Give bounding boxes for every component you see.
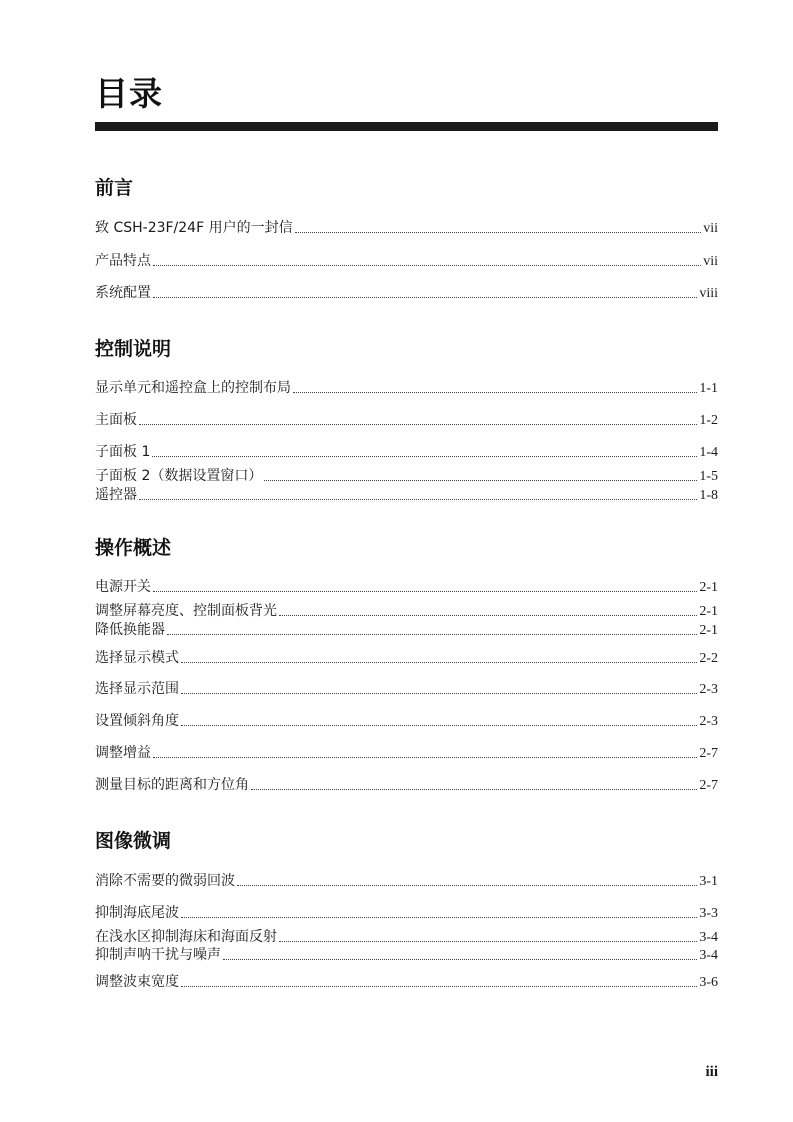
section-heading: 操作概述 [95, 537, 172, 559]
toc-entry-label: 调整增益 [95, 745, 151, 761]
toc-entry-page: 1-8 [699, 488, 718, 503]
dot-leader [251, 788, 697, 790]
toc-entry-page: 2-1 [699, 623, 718, 638]
toc-entry[interactable] [95, 601, 718, 621]
toc-entry-page: 2-1 [699, 580, 718, 595]
toc-entry-label: 选择显示模式 [95, 650, 179, 666]
page-number: iii [705, 1064, 718, 1080]
toc-section-preface [95, 176, 718, 200]
toc-entry[interactable] [95, 972, 718, 992]
section-heading: 图像微调 [95, 830, 172, 852]
dot-leader [139, 423, 697, 425]
toc-entry[interactable] [95, 378, 718, 398]
toc-entry-page: vii [703, 254, 718, 269]
toc-entry[interactable] [95, 775, 718, 795]
toc-entry[interactable] [95, 903, 718, 923]
section-heading: 控制说明 [95, 338, 172, 360]
toc-entry[interactable] [95, 945, 718, 965]
toc-entry-page: 3-3 [699, 906, 718, 921]
dot-leader [139, 498, 697, 500]
toc-entry-label: 调整屏幕亮度、控制面板背光 [95, 603, 277, 619]
toc-entry[interactable] [95, 679, 718, 699]
toc-entry-page: 2-2 [699, 651, 718, 666]
dot-leader [181, 916, 697, 918]
toc-entry-page: 1-4 [699, 445, 718, 460]
toc-entry[interactable] [95, 410, 718, 430]
dot-leader [279, 940, 697, 942]
toc-entry-label: 在浅水区抑制海床和海面反射 [95, 929, 277, 945]
dot-leader [153, 296, 697, 298]
toc-entry[interactable] [95, 711, 718, 731]
dot-leader [181, 692, 697, 694]
section-heading: 前言 [95, 177, 134, 199]
toc-entry-page: 2-3 [699, 714, 718, 729]
toc-entry[interactable] [95, 743, 718, 763]
dot-leader [153, 590, 697, 592]
toc-entry-label: 主面板 [95, 412, 137, 428]
toc-entry-page: 1-2 [699, 413, 718, 428]
toc-entry-page: 2-7 [699, 746, 718, 761]
toc-entry-page: 2-3 [699, 682, 718, 697]
toc-entry-page: 1-1 [699, 381, 718, 396]
toc-entry[interactable] [95, 251, 718, 271]
page-title: 目录 [95, 74, 163, 113]
dot-leader [237, 884, 697, 886]
toc-entry[interactable] [95, 485, 718, 505]
toc-entry[interactable] [95, 871, 718, 891]
toc-entry-label: 抑制海底尾波 [95, 905, 179, 921]
title-rule [95, 122, 718, 131]
toc-entry[interactable] [95, 620, 718, 640]
toc-entry[interactable] [95, 466, 718, 486]
toc-section-operation [95, 536, 718, 560]
dot-leader [293, 391, 697, 393]
dot-leader [181, 724, 697, 726]
toc-entry-page: 2-1 [699, 604, 718, 619]
toc-entry-label: 电源开关 [95, 579, 151, 595]
toc-entry-label: 子面板 1 [95, 444, 151, 460]
dot-leader [279, 614, 697, 616]
toc-entry-page: vii [703, 221, 718, 236]
toc-entry-label: 致 CSH-23F/24F 用户的一封信 [95, 220, 293, 236]
toc-entry-page: 3-1 [699, 874, 718, 889]
dot-leader [264, 479, 697, 481]
toc-entry-page: 3-6 [699, 975, 718, 990]
toc-section-controls [95, 337, 718, 361]
toc-entry[interactable] [95, 442, 718, 462]
dot-leader [223, 958, 697, 960]
toc-entry-page: viii [699, 286, 718, 301]
toc-entry-page: 1-5 [699, 469, 718, 484]
toc-entry-page: 3-4 [699, 948, 718, 963]
toc-entry-label: 子面板 2（数据设置窗口） [95, 468, 263, 484]
dot-leader [167, 633, 697, 635]
toc-entry-label: 测量目标的距离和方位角 [95, 777, 249, 793]
dot-leader [295, 231, 702, 233]
dot-leader [181, 661, 697, 663]
dot-leader [153, 264, 701, 266]
toc-entry-label: 调整波束宽度 [95, 974, 179, 990]
toc-entry-page: 2-7 [699, 778, 718, 793]
toc-entry-page: 3-4 [699, 930, 718, 945]
toc-entry-label: 设置倾斜角度 [95, 713, 179, 729]
toc-entry-label: 产品特点 [95, 253, 151, 269]
toc-entry[interactable] [95, 218, 718, 238]
toc-section-image-tuning [95, 829, 718, 853]
toc-entry[interactable] [95, 927, 718, 947]
toc-entry[interactable] [95, 577, 718, 597]
toc-entry-label: 显示单元和遥控盒上的控制布局 [95, 380, 291, 396]
toc-entry-label: 降低换能器 [95, 622, 165, 638]
dot-leader [153, 756, 697, 758]
dot-leader [152, 455, 697, 457]
dot-leader [181, 985, 697, 987]
toc-entry[interactable] [95, 283, 718, 303]
toc-entry-label: 遥控器 [95, 487, 137, 503]
toc-entry[interactable] [95, 648, 718, 668]
toc-entry-label: 系统配置 [95, 285, 151, 301]
toc-entry-label: 消除不需要的微弱回波 [95, 873, 235, 889]
toc-entry-label: 选择显示范围 [95, 681, 179, 697]
toc-entry-label: 抑制声呐干扰与噪声 [95, 947, 221, 963]
